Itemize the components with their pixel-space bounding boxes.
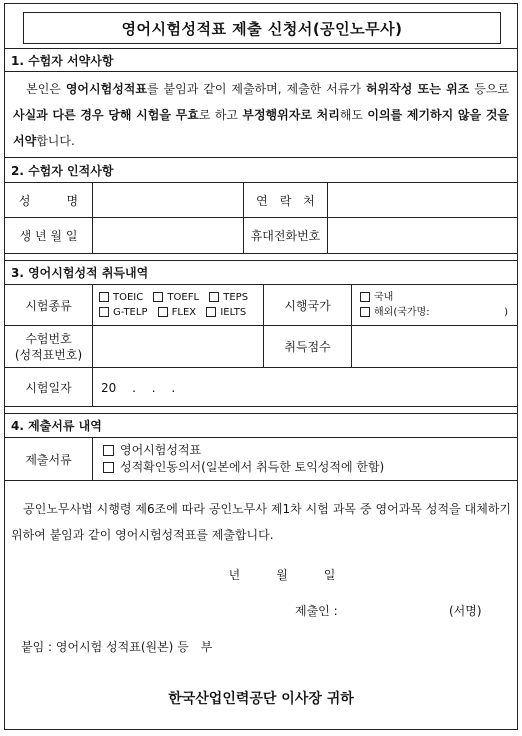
pledge-segment: 합니다.	[36, 134, 75, 148]
pledge-emphasis: 사실과 다른 경우 당해 시험을 무효	[13, 108, 199, 122]
birth-label: 생 년 월 일	[19, 229, 78, 243]
personal-row-1	[5, 183, 517, 218]
doc-consent-option[interactable]: 성적확인동의서(일본에서 취득한 토익성적에 한함)	[103, 459, 384, 476]
exam-country-label: 시행국가	[263, 285, 351, 325]
option-ielts[interactable]: IELTS	[206, 305, 246, 320]
pledge-segment: 해도	[339, 108, 368, 122]
checkbox-icon	[206, 307, 216, 317]
signature-label: (서명)	[449, 604, 482, 618]
name-field[interactable]	[92, 183, 243, 217]
exam-options-row-1	[99, 290, 255, 305]
checkbox-icon	[103, 462, 114, 473]
name-label: 성 명	[18, 193, 79, 208]
option-teps[interactable]: TEPS	[209, 290, 248, 305]
date-line: 년 월 일	[228, 568, 336, 582]
recipient: 한국산업인력공단 이사장 귀하	[168, 691, 354, 707]
attachment-note: 붙임 : 영어시험 성적표(원본) 등 부	[21, 640, 213, 654]
checkbox-icon	[360, 292, 370, 302]
pledge-emphasis: 이의를 제기하지 않을 것을 서약	[13, 108, 510, 148]
contact-label: 연 락 처	[243, 183, 327, 217]
pledge-segment: 로 하고	[198, 108, 243, 122]
section-pledge-header: 1. 수험자 서약사항	[5, 48, 517, 72]
option-toeic[interactable]: TOEIC	[99, 290, 143, 305]
form-title: 영어시험성적표 제출 신청서(공인노무사)	[23, 12, 501, 44]
checkbox-icon	[103, 445, 114, 456]
checkbox-icon	[360, 307, 370, 317]
mobile-label: 휴대전화번호	[243, 218, 327, 253]
exam-date-field[interactable]: 20 . . .	[92, 368, 517, 406]
statement-text: 공인노무사법 시행령 제6조에 따라 공인노무사 제1차 시험 과목 중 영어과목 성적을 대체하기 위하여 붙임과 같이 영어시험성적표를 제출합니다.	[11, 502, 511, 542]
docs-options	[92, 438, 517, 480]
option-flex[interactable]: FLEX	[158, 305, 197, 320]
mobile-field[interactable]	[327, 218, 517, 253]
exam-type-options	[92, 285, 263, 325]
checkbox-icon	[99, 292, 109, 302]
pledge-segment: 등으로	[469, 82, 509, 96]
exam-type-label: 시험종류	[25, 298, 72, 313]
checkbox-icon	[209, 292, 219, 302]
country-domestic-option[interactable]: 국내	[360, 290, 393, 305]
score-label: 취득점수	[263, 326, 351, 367]
exam-row-3	[5, 368, 517, 407]
country-overseas-option[interactable]: 해외(국가명: )	[360, 305, 508, 320]
docs-label: 제출서류	[25, 452, 72, 467]
personal-row-2	[5, 218, 517, 254]
birth-field[interactable]	[92, 218, 243, 253]
pledge-emphasis: 영어시험성적표	[65, 82, 147, 96]
exam-date-label: 시험일자	[25, 380, 72, 395]
score-field[interactable]	[351, 326, 517, 367]
exam-row-2	[5, 326, 517, 368]
option-toefl[interactable]: TOEFL	[153, 290, 199, 305]
pledge-emphasis: 허위작성 또는 위조	[365, 82, 470, 96]
submitter-label: 제출인 :	[295, 604, 338, 618]
doc-score-report-option[interactable]: 영어시험성적표	[103, 442, 201, 459]
exam-country-options	[351, 285, 517, 325]
docs-row	[5, 438, 517, 481]
pledge-emphasis: 부정행위자로 처리	[242, 108, 340, 122]
checkbox-icon	[158, 307, 168, 317]
exam-row-1	[5, 285, 517, 326]
exam-number-field[interactable]	[92, 326, 263, 367]
option-gtelp[interactable]: G-TELP	[99, 305, 147, 320]
section-docs-header: 4. 제출서류 내역	[5, 413, 517, 438]
checkbox-icon	[99, 307, 109, 317]
section-personal-header: 2. 수험자 인적사항	[5, 157, 517, 183]
exam-options-row-2	[99, 305, 253, 320]
checkbox-icon	[153, 292, 163, 302]
section-exam-header: 3. 영어시험성적 취득내역	[5, 260, 517, 285]
contact-field[interactable]	[327, 183, 517, 217]
exam-number-label: 수험번호 (성적표번호)	[14, 331, 83, 362]
pledge-segment: 본인은	[13, 82, 66, 96]
pledge-segment: 를 붙임과 같이 제출하며, 제출한 서류가	[147, 82, 366, 96]
pledge-text	[5, 72, 517, 152]
application-form	[4, 3, 518, 730]
